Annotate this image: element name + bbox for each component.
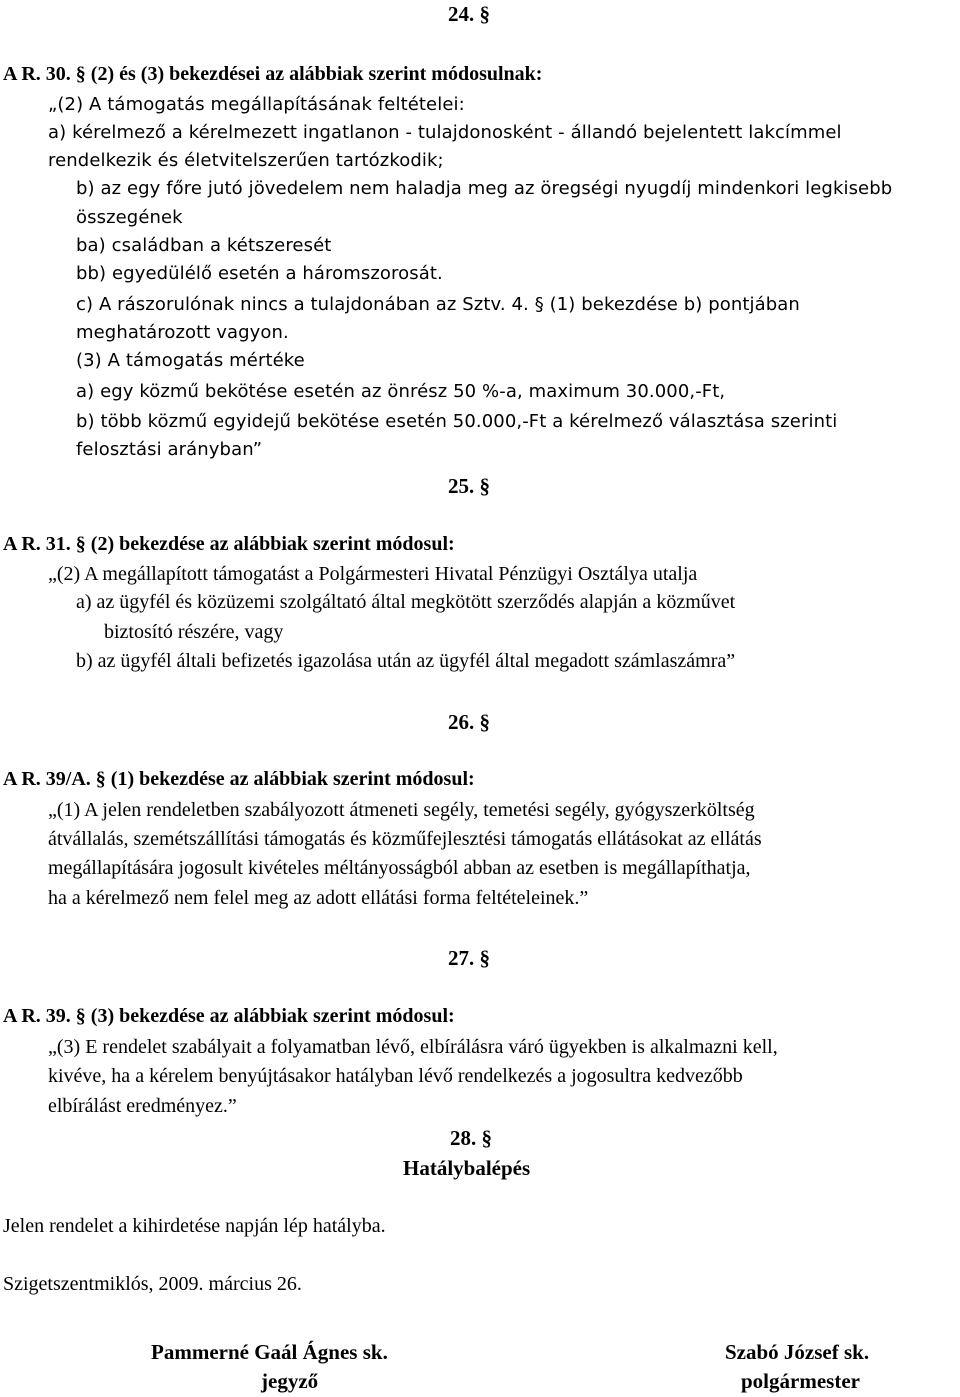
s27-line-3: elbírálást eredményez.”	[48, 1095, 237, 1117]
s26-line-3: megállapítására jogosult kivételes méltányosságból abban az esetben is megállapíthatja,	[48, 857, 751, 879]
s27-line-2: kivéve, ha a kérelem benyújtásakor hatályban lévő rendelkezés a jogosultra kedvezőbb	[48, 1065, 743, 1087]
s24-line-2: a) kérelmező a kérelmezett ingatlanon - tulajdonosként - állandó bejelentett lakcímmel	[48, 122, 842, 143]
s24-line-11: a) egy közmű bekötése esetén az önrész 50 %-a, maximum 30.000,-Ft,	[76, 381, 726, 402]
effective-statement: Jelen rendelet a kihirdetése napján lép hatályba.	[3, 1215, 386, 1237]
s24-line-12: b) több közmű egyidejű bekötése esetén 50.000,-Ft a kérelmező választása szerinti	[76, 411, 838, 432]
s24-line-7: bb) egyedülélő esetén a háromszorosát.	[76, 263, 443, 284]
s25-line-1: „(2) A megállapított támogatást a Polgármesteri Hivatal Pénzügyi Osztálya utalja	[48, 563, 698, 585]
s24-line-1: „(2) A támogatás megállapításának feltételei:	[48, 94, 465, 115]
section-28-subtitle: Hatálybalépés	[403, 1156, 531, 1180]
s26-line-2: átvállalás, szemétszállítási támogatás és közműfejlesztési támogatás ellátásokat az ellátás	[48, 828, 762, 850]
s25-line-2: a) az ügyfél és közüzemi szolgáltató által megkötött szerződés alapján a közművet	[76, 591, 736, 613]
section-25-intro: A R. 31. § (2) bekezdése az alábbiak szerint módosul:	[3, 533, 455, 555]
s25-line-4: b) az ügyfél általi befizetés igazolása után az ügyfél által megadott számlaszámra”	[76, 650, 736, 672]
signature-left-title: jegyző	[261, 1369, 319, 1393]
s24-line-6: ba) családban a kétszeresét	[76, 235, 332, 256]
signature-right-name: Szabó József sk.	[725, 1340, 870, 1364]
section-24-heading: 24. §	[448, 2, 490, 26]
place-date: Szigetszentmiklós, 2009. március 26.	[3, 1273, 302, 1295]
s27-line-1: „(3) E rendelet szabályait a folyamatban lévő, elbírálásra váró ügyekben is alkalmazni kell,	[48, 1036, 778, 1058]
section-26-heading: 26. §	[448, 710, 490, 734]
section-24-intro-lead: A R. 30.	[3, 63, 76, 85]
section-24-intro-rest: § (2) és (3) bekezdései az alábbiak szerint módosulnak:	[75, 63, 543, 85]
section-28-heading: 28. §	[450, 1126, 492, 1150]
s26-line-1: „(1) A jelen rendeletben szabályozott átmeneti segély, temetési segély, gyógyszerköltség	[48, 799, 755, 821]
section-26-intro: A R. 39/A. § (1) bekezdése az alábbiak szerint módosul:	[3, 768, 475, 790]
s24-line-3: rendelkezik és életvitelszerűen tartózkodik;	[48, 150, 444, 171]
signature-left-name: Pammerné Gaál Ágnes sk.	[151, 1340, 388, 1364]
section-27-heading: 27. §	[448, 946, 490, 970]
section-27-intro: A R. 39. § (3) bekezdése az alábbiak szerint módosul:	[3, 1005, 455, 1027]
section-25-heading: 25. §	[448, 474, 490, 498]
s24-line-13: felosztási arányban”	[76, 439, 263, 460]
section-24-intro	[3, 62, 703, 86]
s24-line-8: c) A rászorulónak nincs a tulajdonában az Sztv. 4. § (1) bekezdése b) pontjában	[76, 294, 800, 315]
signature-right-title: polgármester	[741, 1369, 860, 1393]
s24-line-5: összegének	[76, 207, 183, 228]
s26-line-4: ha a kérelmező nem felel meg az adott ellátási forma feltételeinek.”	[48, 887, 589, 909]
s24-line-9: meghatározott vagyon.	[76, 322, 289, 343]
s24-line-10: (3) A támogatás mértéke	[76, 350, 305, 371]
s24-line-4: b) az egy főre jutó jövedelem nem haladja meg az öregségi nyugdíj mindenkori legkisebb	[76, 178, 893, 199]
s25-line-3: biztosító részére, vagy	[104, 621, 284, 643]
